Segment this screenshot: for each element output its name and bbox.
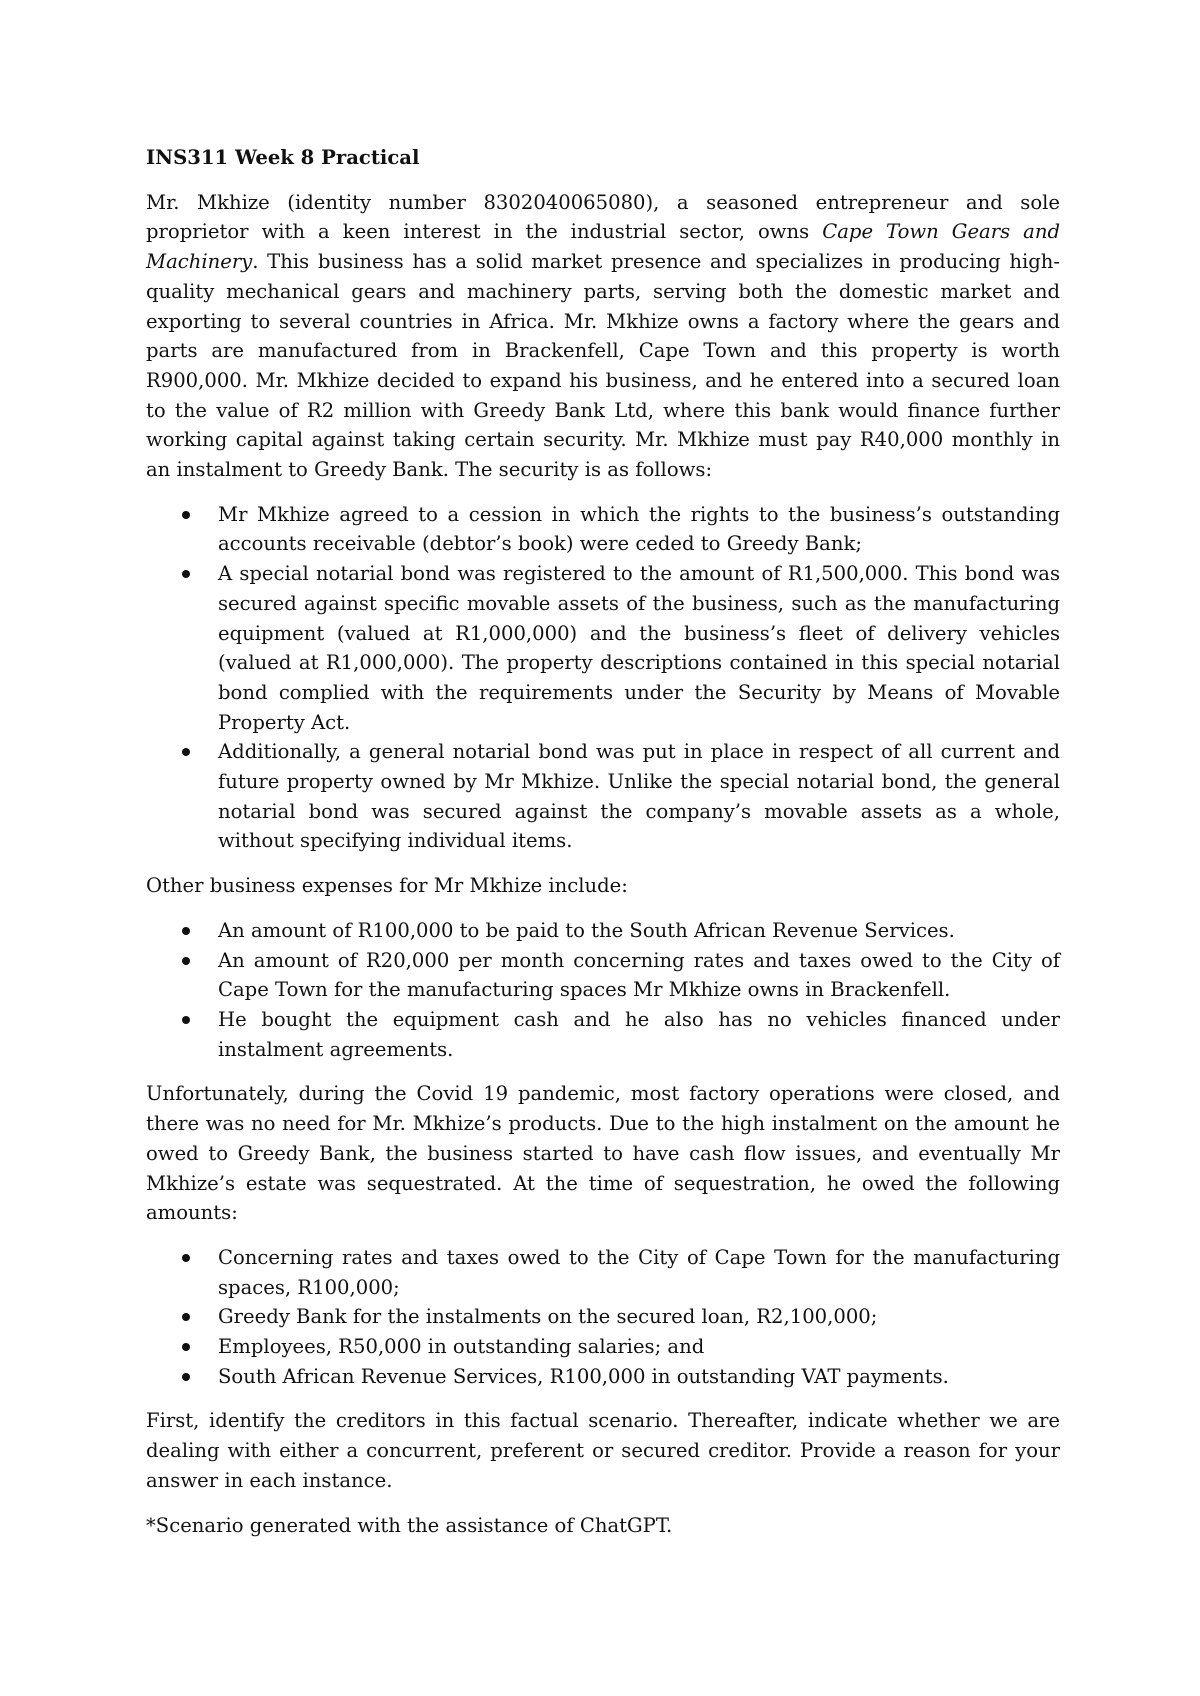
list-item-text: South African Revenue Services, R100,000 in outstanding VAT payments. — [218, 1364, 949, 1388]
list-item — [218, 916, 1060, 946]
bullet-icon — [182, 1343, 190, 1351]
list-item-text: Concerning rates and taxes owed to the City of Cape Town for the manufacturing spaces, R100,000; — [218, 1245, 1060, 1299]
list-item — [218, 500, 1060, 559]
task-paragraph: First, identify the creditors in this factual scenario. Thereafter, indicate whether we are dealing with either a concurrent, preferent or secured creditor. Provide a reason for your answer in each instance. — [146, 1409, 1060, 1492]
list-item — [218, 737, 1060, 856]
list-item-text: Greedy Bank for the instalments on the secured loan, R2,100,000; — [218, 1305, 878, 1329]
list-item — [218, 946, 1060, 1005]
bullet-icon — [182, 1016, 190, 1024]
document-body — [146, 143, 1060, 1555]
bullet-icon — [182, 1254, 190, 1262]
intro-text-end: . This business has a solid market presence and specializes in producing high-quality mechanical gears and machinery parts, serving both the domestic market and exporting to several countries in Africa. Mr. Mkhize owns a factory where the gears and parts are manufactured from in Brackenfell, Cape Town and this property is worth R900,000. Mr. Mkhize decided to expand his business, and he entered into a secured loan to the value of R2 million with Greedy Bank Ltd, where this bank would finance further working capital against taking certain security. Mr. Mkhize must pay R40,000 monthly in an instalment to Greedy Bank. The security is as follows: — [146, 250, 1060, 482]
list-item — [218, 559, 1060, 737]
bullet-icon — [182, 927, 190, 935]
list-item-text: Mr Mkhize agreed to a cession in which the rights to the business’s outstanding accounts receivable (debtor’s book) were ceded to Greedy Bank; — [218, 502, 1060, 556]
document-title: INS311 Week 8 Practical — [146, 146, 420, 169]
intro-paragraph — [146, 188, 1060, 485]
list-item — [218, 1302, 1060, 1332]
list-item-text: Additionally, a general notarial bond was put in place in respect of all current and future property owned by Mr Mkhize. Unlike the special notarial bond, the general notarial bond was secured against the company’s movable assets as a whole, without specifying individual items. — [218, 740, 1060, 853]
list-item-text: An amount of R20,000 per month concerning rates and taxes owed to the City of Cape Town for the manufacturing spaces Mr Mkhize owns in Brackenfell. — [218, 948, 1060, 1002]
list-item — [218, 1005, 1060, 1064]
list-item-text: He bought the equipment cash and he also has no vehicles financed under instalment agreements. — [218, 1007, 1060, 1061]
bullet-icon — [182, 511, 190, 519]
list-item-text: An amount of R100,000 to be paid to the South African Revenue Services. — [218, 918, 955, 942]
covid-paragraph: Unfortunately, during the Covid 19 pandemic, most factory operations were closed, and there was no need for Mr. Mkhize’s products. Due to the high instalment on the amount he owed to Greedy Bank, the business started to have cash flow issues, and eventually Mr Mkhize’s estate was sequestrated. At the time of sequestration, he owed the following amounts: — [146, 1082, 1060, 1225]
footnote: *Scenario generated with the assistance of ChatGPT. — [146, 1513, 673, 1537]
list-item-text: Employees, R50,000 in outstanding salaries; and — [218, 1335, 705, 1359]
expenses-intro: Other business expenses for Mr Mkhize include: — [146, 874, 628, 898]
list-item — [218, 1332, 1060, 1362]
bullet-icon — [182, 1313, 190, 1321]
list-item-text: A special notarial bond was registered to the amount of R1,500,000. This bond was secured against specific movable assets of the business, such as the manufacturing equipment (valued at R1,000,000) and the business’s fleet of delivery vehicles (valued at R1,000,000). The property descriptions contained in this special notarial bond complied with the requirements under the Security by Means of Movable Property Act. — [218, 562, 1060, 734]
security-list — [146, 500, 1060, 856]
owed-amounts-list — [146, 1243, 1060, 1392]
list-item — [218, 1362, 1060, 1392]
bullet-icon — [182, 957, 190, 965]
bullet-icon — [182, 570, 190, 578]
expenses-list — [146, 916, 1060, 1065]
bullet-icon — [182, 1373, 190, 1381]
business-name: Cape Town Gears and Machinery — [146, 220, 1060, 274]
list-item — [218, 1243, 1060, 1302]
intro-text-start: Mr. Mkhize (identity number 8302040065080), a seasoned entrepreneur and sole proprietor with a keen interest in the industrial sector, owns — [146, 190, 1060, 244]
bullet-icon — [182, 748, 190, 756]
